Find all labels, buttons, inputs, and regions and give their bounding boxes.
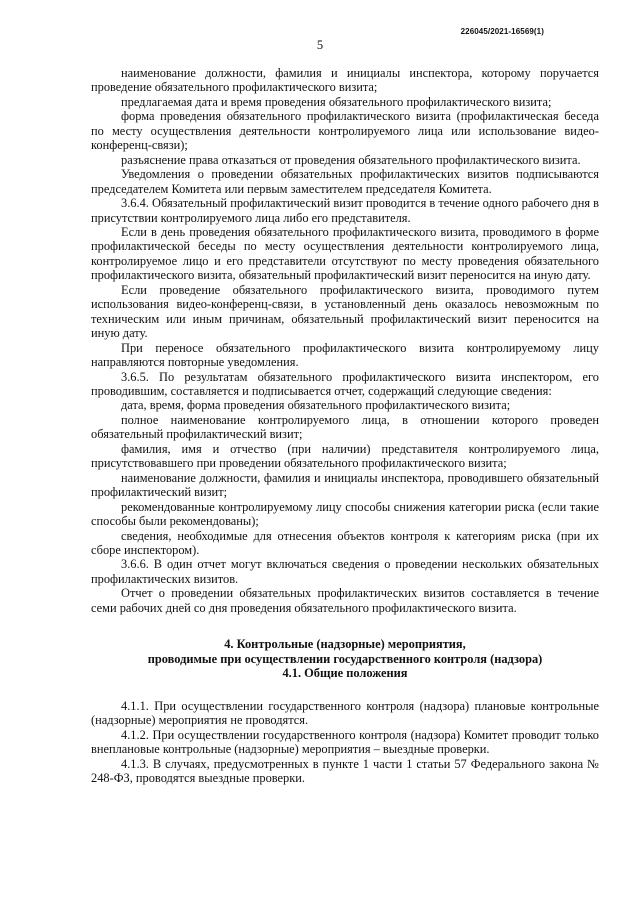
paragraph: предлагаемая дата и время проведения обязательного профилактического визита; [121,94,552,109]
paragraph: 3.6.4. Обязательный профилактический визит проводится в течение одного рабочего дня в присутствии контролируемого лица либо его представителя. [91,196,599,225]
paragraph: наименование должности, фамилия и инициалы инспектора, проводившего обязательный профилактический визит; [91,470,599,500]
paragraph: 4.1.1. При осуществлении государственного контроля (надзора) плановые контрольные (надзорные) мероприятия не проводятся. [91,698,599,728]
spacer [91,681,599,699]
paragraph: разъяснение права отказаться от проведения обязательного профилактического визита. [121,152,581,167]
paragraphs-top [91,66,599,615]
document-id: 226045/2021-16569(1) [460,27,544,36]
page-number: 5 [316,38,324,52]
section-title-line2: проводимые при осуществлении государственного контроля (надзора) [147,651,543,666]
section-title-line1: 4. Контрольные (надзорные) мероприятия, [224,637,466,652]
paragraph: дата, время, форма проведения обязательного профилактического визита; [121,398,511,413]
paragraph: 3.6.6. В один отчет могут включаться сведения о проведении нескольких обязательных профилактических визитов. [91,557,599,586]
paragraph: Если в день проведения обязательного профилактического визита, проводимого в форме профилактической беседы по месту осуществления деятельности контролируемого лица, контролируемое лицо и его представители отсутствуют по месту проведения обязательного профилактического визита, обязательный профилактический визит переносится на иную дату. [91,224,599,283]
paragraph: полное наименование контролируемого лица, в отношении которого проведен обязательный профилактический визит; [91,412,599,442]
paragraph: 4.1.3. В случаях, предусмотренных в пункте 1 части 1 статьи 57 Федерального закона № 248-ФЗ, проводятся выездные проверки. [91,756,599,785]
paragraph: форма проведения обязательного профилактического визита (профилактическая беседа по месту осуществления деятельности контролируемого лица или использование видео-конференц-связи); [91,109,599,153]
paragraphs-bottom [91,699,599,786]
paragraph: рекомендованные контролируемому лицу способы снижения категории риска (если такие способы были рекомендованы); [91,499,599,529]
subsection-title: 4.1. Общие положения [282,666,408,681]
paragraph: Если проведение обязательного профилактического визита, проводимого путем использования видео-конференц-связи, в установленный день оказалось невозможным по техническим или иным причинам, обязательный профилактический визит переносится на иную дату. [91,282,599,341]
section-heading [91,637,599,681]
paragraph: Уведомления о проведении обязательных профилактических визитов подписываются председателем Комитета или первым заместителем председателя Комитета. [91,167,599,196]
paragraph: При переносе обязательного профилактического визита контролируемому лицу направляются повторные уведомления. [91,340,599,370]
paragraph: сведения, необходимые для отнесения объектов контроля к категориям риска (при их сборе инспектором). [91,528,599,557]
paragraph: фамилия, имя и отчество (при наличии) представителя контролируемого лица, присутствовавшего при проведении обязательного профилактического визита; [91,441,599,471]
paragraph: наименование должности, фамилия и инициалы инспектора, которому поручается проведение обязательного профилактического визита; [91,66,599,95]
paragraph: 4.1.2. При осуществлении государственного контроля (надзора) Комитет проводит только внеплановые контрольные (надзорные) мероприятия – выездные проверки. [91,727,599,757]
document-body [91,66,599,785]
paragraph: Отчет о проведении обязательных профилактических визитов составляется в течение семи рабочих дней со дня проведения обязательного профилактического визита. [91,586,599,615]
paragraph: 3.6.5. По результатам обязательного профилактического визита инспектором, его проводившим, составляется и подписывается отчет, содержащий следующие сведения: [91,369,599,398]
